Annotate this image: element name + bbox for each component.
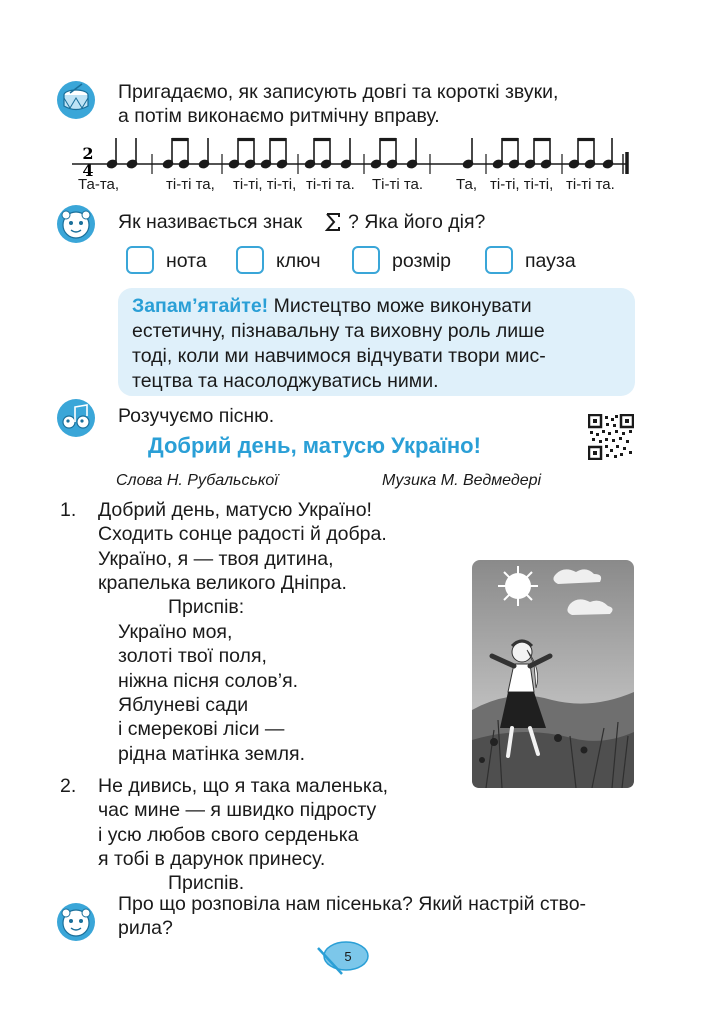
task4-line2: рила? (118, 917, 173, 939)
remember-box (118, 288, 635, 396)
chorus-line: і смерекові ліси — (118, 718, 285, 740)
remember-line1: Мистецтво може виконувати (273, 295, 532, 317)
task2-question-end: ? Яка його дія? (348, 211, 486, 233)
chorus-line: ніжна пісня солов’я. (118, 670, 299, 692)
option-nota-label: нота (166, 250, 207, 272)
chorus-line: Україно моя, (118, 621, 233, 643)
verse2-line: Не дивись, що я така маленька, (98, 775, 389, 797)
lion-face-icon (56, 204, 96, 244)
rhythm-syllable-8: ті-ті та. (566, 176, 615, 193)
verse2-line: я тобі в дарунок принесу. (98, 848, 326, 870)
task1-line2: а потім виконаємо ритмічну вправу. (118, 105, 440, 127)
rhythm-syllable-6: Та, (456, 176, 477, 193)
option-nota-checkbox[interactable] (126, 246, 154, 274)
song-words-credit: Слова Н. Рубальської (116, 472, 278, 489)
task2-question-start: Як називається знак (118, 211, 303, 233)
option-kliuch-label: ключ (276, 250, 321, 272)
page-number: 5 (344, 949, 352, 964)
drum-icon (56, 80, 96, 120)
option-pauza-label: пауза (525, 250, 576, 272)
time-signature-bottom: 4 (82, 161, 94, 180)
verse1-line: крапелька великого Дніпра. (98, 572, 347, 594)
chorus-line: Яблуневі сади (118, 694, 249, 716)
rhythm-syllable-2: ті-ті та, (166, 176, 215, 193)
option-kliuch-checkbox[interactable] (236, 246, 264, 274)
chorus-title: Приспів: (168, 596, 245, 618)
task4-line1: Про що розповіла нам пісенька? Який настрій ство- (118, 893, 587, 915)
rhythm-syllable-3: ті-ті, ті-ті, (233, 176, 297, 193)
time-signature-top: 2 (82, 144, 94, 163)
remember-line2: естетичну, пізнавальну та виховну роль лише (132, 320, 545, 342)
task3-text: Розучуємо пісню. (118, 405, 275, 427)
verse1-line: Україно, я — твоя дитина, (98, 548, 334, 570)
remember-heading: Запам’ятайте! (132, 295, 269, 317)
option-pauza-checkbox[interactable] (485, 246, 513, 274)
song-title: Добрий день, матусю Україно! (148, 433, 481, 458)
option-rozmir-checkbox[interactable] (352, 246, 380, 274)
page-number-badge (314, 940, 370, 976)
remember-line4: тецтва та насолоджуватись ними. (132, 370, 439, 392)
sigma-sign-icon (324, 212, 342, 232)
verse2-line: і усю любов свого серденька (98, 824, 359, 846)
girl-in-field-illustration (472, 560, 634, 788)
chorus-line: рідна матінка земля. (118, 743, 305, 765)
lion-face-icon (56, 902, 96, 942)
rhythm-syllable-1: Та-та, (78, 176, 120, 193)
rhythm-syllable-7: ті-ті, ті-ті, (490, 176, 554, 193)
qr-code-icon[interactable] (588, 414, 634, 460)
song-music-credit: Музика М. Ведмедері (382, 472, 542, 489)
verse1-line: Добрий день, матусю Україно! (98, 499, 372, 521)
chorus-line: золоті твої поля, (118, 645, 267, 667)
rhythm-syllable-5: Ті-ті та. (372, 176, 424, 193)
verse1-line: Сходить сонце радості й добра. (98, 523, 387, 545)
task1-line1: Пригадаємо, як записують довгі та короткі звуки, (118, 81, 559, 103)
option-rozmir-label: розмір (392, 250, 451, 272)
remember-line3: тоді, коли ми навчимося відчувати твори мис- (132, 345, 546, 367)
rhythm-syllable-4: ті-ті та. (306, 176, 355, 193)
verse2-line: час мине — я швидко підросту (98, 799, 377, 821)
two-notes-icon (56, 398, 96, 438)
verse2-number: 2. (60, 775, 77, 797)
chorus-repeat: Приспів. (168, 872, 245, 894)
verse1-number: 1. (60, 499, 77, 521)
